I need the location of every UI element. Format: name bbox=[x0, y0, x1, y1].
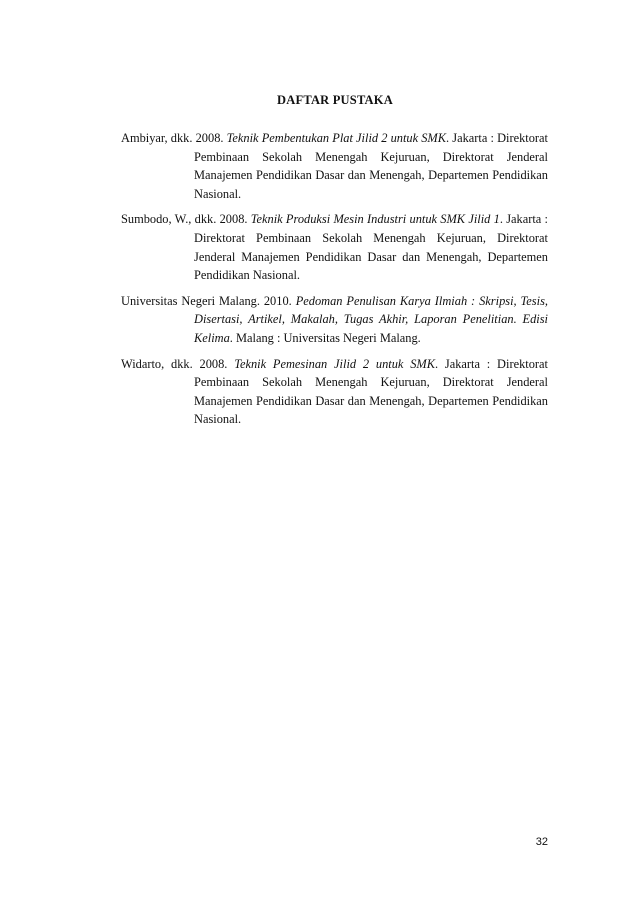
reference-author: Widarto, dkk. 2008. bbox=[121, 356, 228, 371]
reference-publisher: . Jakarta : Direktorat Pembinaan Sekolah Menengah Kejuruan, Direktorat Jenderal Manajemen Pendidikan Dasar dan Menengah, Departemen Pendidikan Nasional. bbox=[194, 356, 548, 427]
reference-publisher: . Jakarta : Direktorat Pembinaan Sekolah Menengah Kejuruan, Direktorat Jenderal Manajemen Pendidikan Dasar dan Menengah, Departemen Pendidikan Nasional. bbox=[194, 212, 548, 283]
reference-entry-widarto bbox=[121, 355, 548, 429]
page-title: DAFTAR PUSTAKA bbox=[277, 93, 393, 107]
reference-publisher: . Malang : Universitas Negeri Malang. bbox=[229, 330, 421, 345]
reference-entry-ambiyar bbox=[121, 129, 548, 203]
reference-list bbox=[121, 129, 548, 436]
reference-publisher: . Jakarta : Direktorat Pembinaan Sekolah Menengah Kejuruan, Direktorat Jenderal Manajemen Pendidikan Dasar dan Menengah, Departemen Pendidikan Nasional. bbox=[194, 131, 548, 201]
reference-title: Pedoman Penulisan Karya Ilmiah : Skripsi, Tesis, Disertasi, Artikel, Makalah, Tugas Akhir, Laporan Penelitian. Edisi Kelima bbox=[194, 293, 548, 345]
reference-title: Teknik Pembentukan Plat Jilid 2 untuk SMK bbox=[226, 131, 447, 145]
reference-author: Universitas Negeri Malang. 2010. bbox=[121, 293, 292, 308]
reference-title: Teknik Produksi Mesin Industri untuk SMK Jilid 1 bbox=[250, 212, 500, 227]
reference-entry-um bbox=[121, 292, 548, 348]
reference-title: Teknik Pemesinan Jilid 2 untuk SMK bbox=[234, 356, 436, 371]
reference-entry-sumbodo bbox=[121, 210, 548, 284]
reference-author: Ambiyar, dkk. 2008. bbox=[121, 131, 224, 145]
reference-author: Sumbodo, W., dkk. 2008. bbox=[121, 212, 248, 227]
page-number: 32 bbox=[535, 836, 548, 848]
